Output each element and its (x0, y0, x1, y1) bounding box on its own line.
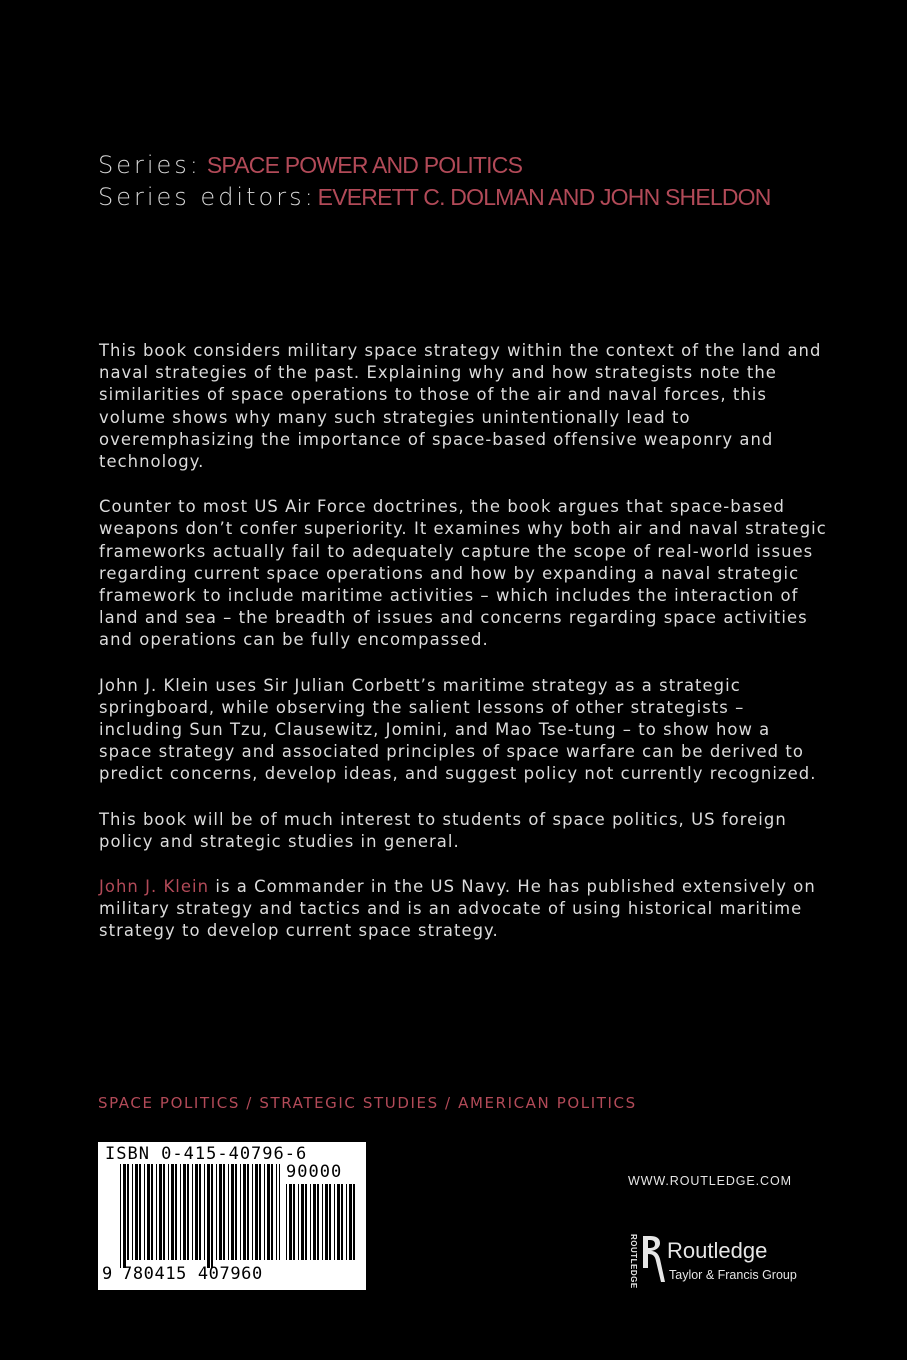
routledge-r-icon (639, 1234, 665, 1286)
barcode-bar (180, 1164, 181, 1260)
barcode-bar (286, 1184, 287, 1260)
series-label: Series: (98, 151, 201, 179)
barcode-bar (219, 1164, 222, 1260)
barcode-bar (144, 1164, 145, 1260)
book-description (99, 340, 829, 966)
series-editors-label: Series editors: (98, 183, 316, 211)
barcode-bar (349, 1184, 352, 1260)
ean-digits: 780415 407960 (122, 1264, 263, 1284)
barcode-bar (353, 1184, 355, 1260)
barcode-bar (289, 1184, 292, 1260)
barcode-bar (317, 1184, 319, 1260)
ean-lead-digit: 9 (102, 1264, 113, 1284)
barcode-bar (313, 1184, 316, 1260)
series-title: SPACE POWER AND POLITICS (206, 152, 523, 178)
author-bio (99, 876, 829, 943)
barcode-addon-bars (286, 1184, 358, 1268)
barcode-bar (204, 1164, 205, 1260)
barcode-bars (120, 1164, 280, 1268)
barcode-bar (120, 1164, 121, 1268)
description-paragraph-3: John J. Klein uses Sir Julian Corbett’s maritime strategy as a strategic springboard, while observing the salient lessons of other strategists – including Sun Tzu, Clausewitz, Jomini, and Mao Tse-tung – to show how a space strategy and associated principles of space warfare can be derived to predict concerns, develop ideas, and suggest policy not currently recognized. (99, 675, 817, 784)
barcode-bar (329, 1184, 331, 1260)
barcode-bar (139, 1164, 141, 1260)
barcode-bar (216, 1164, 217, 1260)
barcode-bar (211, 1164, 213, 1268)
barcode-bar (228, 1164, 229, 1260)
barcode-bar (207, 1164, 210, 1268)
barcode-bar (187, 1164, 189, 1260)
publisher-name: Routledge (667, 1238, 768, 1263)
barcode-bar (123, 1164, 126, 1268)
isbn-label: ISBN 0-415-40796-6 (105, 1144, 308, 1164)
barcode-bar (252, 1164, 253, 1260)
publisher-group: Taylor & Francis Group (669, 1268, 797, 1282)
series-info (98, 150, 878, 214)
barcode-bar (183, 1164, 186, 1260)
barcode-bar (259, 1164, 261, 1260)
logo-vertical-label: ROUTLEDGE (629, 1234, 638, 1289)
barcode-bar (325, 1184, 328, 1260)
barcode-bar (310, 1184, 311, 1260)
price-code: 90000 (286, 1162, 343, 1182)
barcode-bar (163, 1164, 165, 1260)
barcode-bar (231, 1164, 234, 1260)
barcode-bar (247, 1164, 249, 1260)
barcode-bar (147, 1164, 150, 1260)
barcode-bar (240, 1164, 241, 1260)
barcode-bar (132, 1164, 133, 1260)
logo-vertical-text (625, 1232, 639, 1294)
barcode-bar (156, 1164, 157, 1260)
series-line (98, 150, 878, 182)
routledge-logo (625, 1232, 825, 1296)
barcode-bar (192, 1164, 193, 1260)
barcode-bar (159, 1164, 162, 1260)
series-editors-line (98, 182, 878, 214)
description-paragraph-1: This book considers military space strategy within the context of the land and naval strategies of the past. Explaining why and how strategists note the similarities of space operations to those of the air and naval forces, this volume shows why many such strategies unintentionally lead to overemphasizing the importance of space-based offensive weaponry and technology. (99, 341, 822, 472)
author-bio-text: is a Commander in the US Navy. He has published extensively on military strategy and tactics and is an advocate of using historical maritime strategy to develop current space strategy. (99, 877, 816, 941)
barcode-bar (151, 1164, 153, 1260)
description-paragraph-4: This book will be of much interest to students of space politics, US foreign policy and strategic studies in general. (99, 809, 787, 851)
barcode-bar (293, 1184, 295, 1260)
barcode-bar (171, 1164, 174, 1260)
barcode-bar (341, 1184, 343, 1260)
barcode-bar (223, 1164, 225, 1260)
barcode-bar (127, 1164, 129, 1260)
barcode-bar (301, 1184, 304, 1260)
subject-categories: SPACE POLITICS / STRATEGIC STUDIES / AMERICAN POLITICS (98, 1094, 637, 1112)
series-editors-names: EVERETT C. DOLMAN AND JOHN SHELDON (317, 184, 771, 210)
publisher-website: WWW.ROUTLEDGE.COM (628, 1174, 792, 1188)
barcode-bar (298, 1184, 299, 1260)
barcode-bar (322, 1184, 323, 1260)
barcode-bar (255, 1164, 258, 1260)
barcode-bar (337, 1184, 340, 1260)
barcode-bar (264, 1164, 265, 1260)
barcode-bar (135, 1164, 138, 1260)
barcode-bar (267, 1164, 270, 1260)
barcode-bar (305, 1184, 307, 1260)
barcode-bar (276, 1164, 277, 1260)
isbn-barcode (98, 1142, 366, 1290)
description-paragraph-2: Counter to most US Air Force doctrines, the book argues that space-based weapons don’t confer superiority. It examines why both air and naval strategic frameworks actually fail to adequately capture the scope of real-world issues regarding current space operations and how by expanding a naval strategic framework to include maritime activities – which includes the interaction of land and sea – the breadth of issues and concerns regarding space activities and operations can be fully encompassed. (99, 497, 827, 650)
barcode-bar (175, 1164, 177, 1260)
barcode-bar (243, 1164, 246, 1260)
author-name: John J. Klein (99, 877, 210, 897)
barcode-bar (195, 1164, 198, 1260)
barcode-bar (235, 1164, 237, 1260)
barcode-bar (168, 1164, 169, 1260)
barcode-bar (271, 1164, 273, 1260)
barcode-bar (199, 1164, 201, 1260)
barcode-bar (334, 1184, 335, 1260)
barcode-bar (346, 1184, 347, 1260)
barcode-bar (279, 1164, 280, 1260)
